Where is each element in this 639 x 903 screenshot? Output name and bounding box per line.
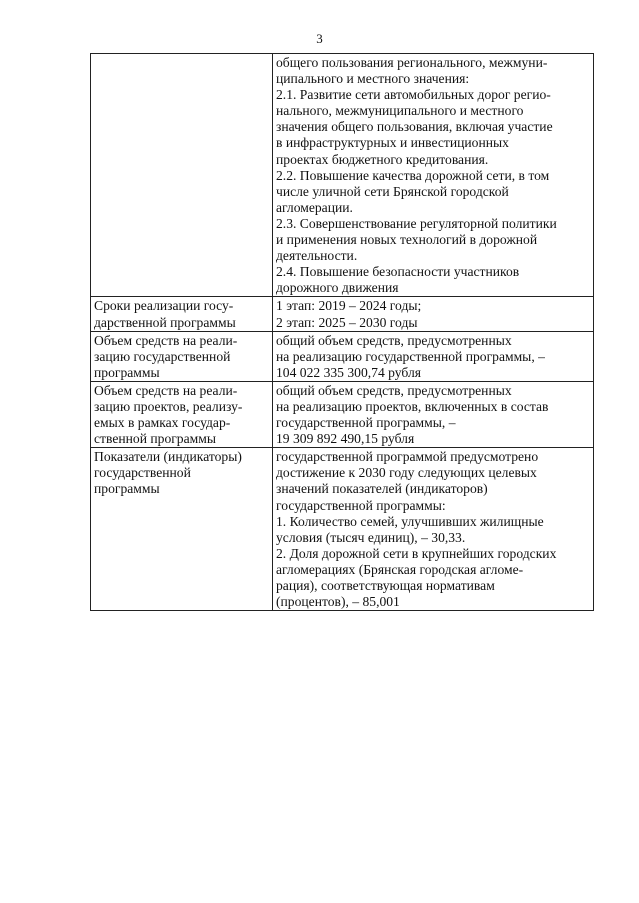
value-line: агломерации. xyxy=(276,199,353,215)
value-line: 2.3. Совершенствование регуляторной политики xyxy=(276,215,557,231)
label-line: дарственной программы xyxy=(94,314,236,330)
value-line: деятельности. xyxy=(276,248,358,264)
value-line: и применения новых технологий в дорожной xyxy=(276,232,538,248)
row-label-cell xyxy=(91,381,273,447)
row-value-cell xyxy=(273,381,594,447)
value-line: общий объем средств, предусмотренных xyxy=(276,382,512,398)
program-passport-table xyxy=(90,53,594,611)
value-line: ципального и местного значения: xyxy=(276,71,470,87)
value-line: государственной программы, – xyxy=(276,415,456,431)
label-line: емых в рамках государ- xyxy=(94,415,231,431)
value-line: на реализацию проектов, включенных в состав xyxy=(276,398,549,414)
label-line: Объем средств на реали- xyxy=(94,382,238,398)
value-line: значения общего пользования, включая участие xyxy=(276,119,553,135)
value-line: нального, межмуниципального и местного xyxy=(276,103,524,119)
value-line: числе уличной сети Брянской городской xyxy=(276,183,509,199)
label-line: Показатели (индикаторы) xyxy=(94,449,242,465)
label-line: программы xyxy=(94,364,160,380)
row-label-cell xyxy=(91,331,273,381)
value-line: на реализацию государственной программы, – xyxy=(276,348,545,364)
value-line: условия (тысяч единиц), – 30,33. xyxy=(276,529,466,545)
value-line: государственной программы: xyxy=(276,497,446,513)
row-label-cell xyxy=(91,54,273,297)
value-line: 2.2. Повышение качества дорожной сети, в том xyxy=(276,167,550,183)
row-value-cell xyxy=(273,54,594,297)
row-value-cell xyxy=(273,448,594,611)
table-row-goals-continued xyxy=(91,54,594,297)
table-row-indicators xyxy=(91,448,594,611)
value-line: 1 этап: 2019 – 2024 годы; xyxy=(276,298,422,314)
value-line: 19 309 892 490,15 рубля xyxy=(276,431,415,447)
row-value-cell xyxy=(273,297,594,331)
value-line: 2. Доля дорожной сети в крупнейших городских xyxy=(276,545,557,561)
page-number: 3 xyxy=(316,31,323,46)
label-line: программы xyxy=(94,481,160,497)
label-line: зацию государственной xyxy=(94,348,231,364)
value-line: рация), соответствующая нормативам xyxy=(276,578,495,593)
row-label-cell xyxy=(91,297,273,331)
value-line: общего пользования регионального, межмуни- xyxy=(276,55,548,70)
value-line: 2 этап: 2025 – 2030 годы xyxy=(276,314,418,330)
label-line: ственной программы xyxy=(94,431,216,447)
value-line: проектах бюджетного кредитования. xyxy=(276,151,489,167)
value-line: дорожного движения xyxy=(276,280,399,296)
label-line: государственной xyxy=(94,465,191,481)
table-row-projects-funding xyxy=(91,381,594,447)
value-line: (процентов), – 85,001 xyxy=(276,594,400,610)
label-line: зацию проектов, реализу- xyxy=(94,398,243,414)
value-line: агломерациях (Брянская городская агломе- xyxy=(276,561,524,577)
row-label-cell xyxy=(91,448,273,611)
label-line: Объем средств на реали- xyxy=(94,332,238,348)
value-line: значений показателей (индикаторов) xyxy=(276,481,488,497)
row-value-cell xyxy=(273,331,594,381)
value-line: 104 022 335 300,74 рубля xyxy=(276,364,421,380)
value-line: 1. Количество семей, улучшивших жилищные xyxy=(276,513,544,529)
value-line: государственной программой предусмотрено xyxy=(276,449,539,465)
value-line: в инфраструктурных и инвестиционных xyxy=(276,135,509,151)
value-line: 2.1. Развитие сети автомобильных дорог регио- xyxy=(276,87,551,103)
label-line: Сроки реализации госу- xyxy=(94,298,234,314)
value-line: достижение к 2030 году следующих целевых xyxy=(276,465,537,481)
value-line: общий объем средств, предусмотренных xyxy=(276,332,512,348)
table-row-program-funding xyxy=(91,331,594,381)
value-line: 2.4. Повышение безопасности участников xyxy=(276,264,520,280)
table-row-implementation-period xyxy=(91,297,594,331)
